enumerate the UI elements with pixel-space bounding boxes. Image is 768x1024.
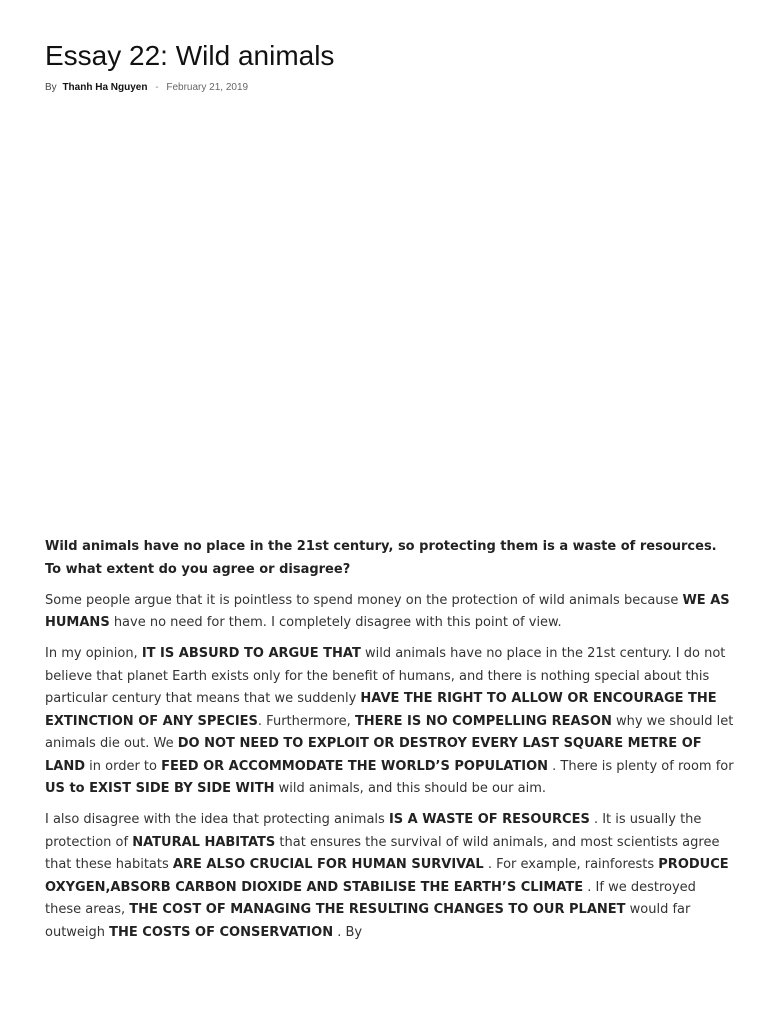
text-run: that ensures the survival of wild animals, and most scientists agree that these habitats: [45, 834, 720, 872]
body-paragraph: [45, 809, 735, 944]
emphasized-phrase: THE COSTS OF CONSERVATION: [109, 924, 334, 940]
publish-date: February 21, 2019: [166, 82, 249, 93]
essay-prompt: Wild animals have no place in the 21st century, so protecting them is a waste of resources. To what extent do you agree or disagree?: [45, 539, 717, 577]
text-run: . If we destroyed these areas,: [45, 879, 696, 917]
text-run: I also disagree with the idea that protecting animals: [45, 812, 389, 827]
emphasized-phrase: THE COST OF MANAGING THE RESULTING CHANGES TO OUR PLANET: [129, 902, 626, 917]
text-run: wild animals have no place in the 21st century. I do not believe that planet Earth exists only for the benefit of humans, and there is nothing special about this particular century that means that we suddenly: [45, 646, 726, 706]
text-run: . It is usually the protection of: [45, 812, 702, 850]
text-run: In my opinion,: [45, 646, 142, 661]
emphasized-phrase: HAVE THE RIGHT TO ALLOW OR ENCOURAGE THE EXTINCTION OF ANY SPECIES: [45, 691, 717, 729]
byline-by-label: By: [45, 82, 57, 93]
text-run: . There is plenty of room for: [548, 758, 734, 774]
featured-image-area: [45, 110, 725, 520]
text-run: . Furthermore,: [257, 713, 355, 729]
emphasized-phrase: ARE ALSO CRUCIAL FOR HUMAN SURVIVAL: [172, 857, 484, 872]
emphasized-phrase: DO NOT NEED TO EXPLOIT OR DESTROY EVERY LAST SQUARE METRE OF LAND: [45, 736, 702, 774]
text-run: in order to: [85, 758, 162, 774]
author-link[interactable]: Thanh Ha Nguyen: [62, 82, 148, 93]
text-run: . By: [333, 924, 363, 940]
text-run: Some people argue that it is pointless to spend money on the protection of wild animals because: [45, 592, 683, 608]
page-title: Essay 22: Wild animals: [45, 40, 335, 71]
emphasized-phrase: NATURAL HABITATS: [132, 834, 276, 850]
text-run: wild animals, and this should be our aim.: [274, 781, 547, 796]
body-paragraph: [45, 590, 735, 635]
emphasized-phrase: THERE IS NO COMPELLING REASON: [354, 713, 612, 729]
article-body: [45, 536, 735, 953]
text-run: why we should let animals die out. We: [45, 713, 734, 751]
text-run: would far outweigh: [45, 902, 691, 940]
byline-separator: -: [155, 82, 159, 93]
emphasized-phrase: WE AS HUMANS: [45, 592, 730, 630]
emphasized-phrase: IT IS ABSURD TO ARGUE THAT: [141, 646, 361, 661]
emphasized-phrase: US to EXIST SIDE BY SIDE WITH: [45, 781, 275, 796]
body-paragraph: [45, 643, 735, 801]
emphasized-phrase: IS A WASTE OF RESOURCES: [388, 812, 590, 827]
text-run: . For example, rainforests: [483, 857, 659, 872]
emphasized-phrase: PRODUCE OXYGEN,ABSORB CARBON DIOXIDE AND STABILISE THE EARTH’S CLIMATE: [45, 857, 729, 895]
text-run: have no need for them. I completely disagree with this point of view.: [109, 615, 562, 630]
emphasized-phrase: FEED OR ACCOMMODATE THE WORLD’S POPULATION: [161, 758, 548, 774]
byline: [45, 81, 248, 95]
